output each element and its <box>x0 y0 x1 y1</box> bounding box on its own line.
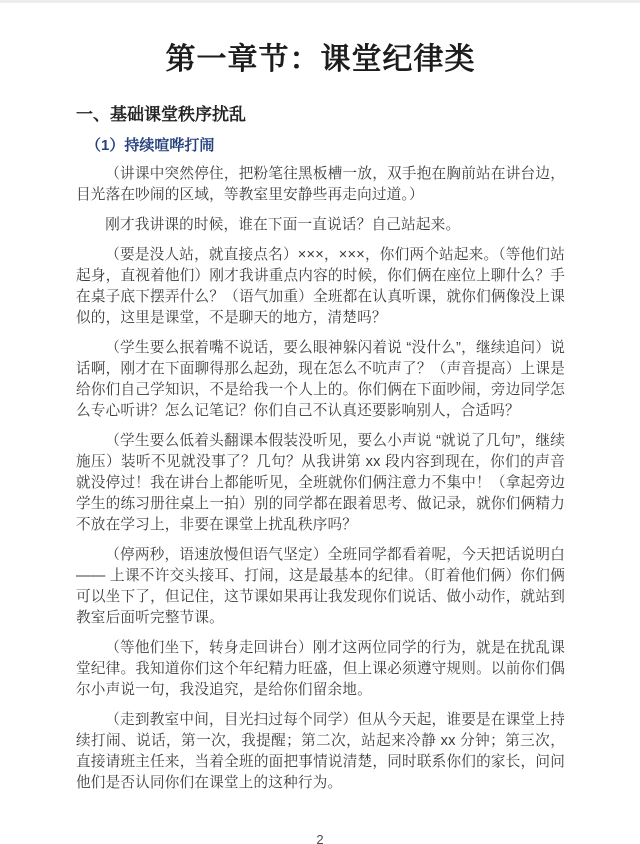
subsection-heading: （1）持续喧哗打闹 <box>86 137 215 155</box>
section-heading: 一、基础课堂秩序扰乱 <box>76 105 246 124</box>
body-paragraph: （停两秒，语速放慢但语气坚定）全班同学都看着呢，今天把话说明白 —— 上课不许交头接耳、打闹，这是最基本的纪律。（盯着他们俩）你们俩可以坐下了，但记住，这节课如果再让我发现你们说话、做小动作，就站到教室后面听完整节课。 <box>76 546 565 626</box>
page-title: 第一章节：课堂纪律类 <box>165 43 476 76</box>
body-paragraph: （等他们坐下，转身走回讲台）刚才这两位同学的行为，就是在扰乱课堂纪律。我知道你们这个年纪精力旺盛，但上课必须遵守规则。以前你们偶尔小声说一句，我没追究，是给你们留余地。 <box>76 639 565 698</box>
body-paragraph: （学生要么抿着嘴不说话，要么眼神躲闪着说 “没什么”，继续追问）说话啊，刚才在下面聊得那么起劲，现在怎么不吭声了？（声音提高）上课是给你们自己学知识，不是给我一个人上的。你们俩在下面吵闹，旁边同学怎么专心听讲？怎么记笔记？你们自己不认真还要影响别人，合适吗？ <box>76 339 565 419</box>
body-paragraph: （要是没人站，就直接点名）×××，×××，你们两个站起来。（等他们站起身，直视着他们）刚才我讲重点内容的时候，你们俩在座位上聊什么？手在桌子底下摆弄什么？（语气加重）全班都在认真听课，就你们俩像没上课似的，这里是课堂，不是聊天的地方，清楚吗？ <box>76 246 565 326</box>
body-paragraph: （学生要么低着头翻课本假装没听见，要么小声说 “就说了几句”，继续施压）装听不见就没事了？几句？从我讲第 xx 段内容到现在，你们的声音就没停过！我在讲台上都能听见，全班就你们俩注意力不集中！（拿起旁边学生的练习册往桌上一拍）别的同学都在跟着思考、做记录，就你们俩精力不放在学习上，非要在课堂上扰乱秩序吗？ <box>76 432 565 533</box>
body-paragraph: （讲课中突然停住，把粉笔往黑板槽一放，双手抱在胸前站在讲台边，目光落在吵闹的区域，等教室里安静些再走向过道。） <box>76 165 565 203</box>
page-number: 2 <box>316 832 324 844</box>
body-paragraph: 刚才我讲课的时候，谁在下面一直说话？自己站起来。 <box>105 216 461 233</box>
body-paragraph: （走到教室中间，目光扫过每个同学）但从今天起，谁要是在课堂上持续打闹、说话，第一次，我提醒；第二次，站起来冷静 xx 分钟；第三次，直接请班主任来，当着全班的面把事情说清楚，同时联系你们的家长，问问他们是否认同你们在课堂上的这种行为。 <box>76 711 565 791</box>
page-top-edge <box>0 0 640 3</box>
